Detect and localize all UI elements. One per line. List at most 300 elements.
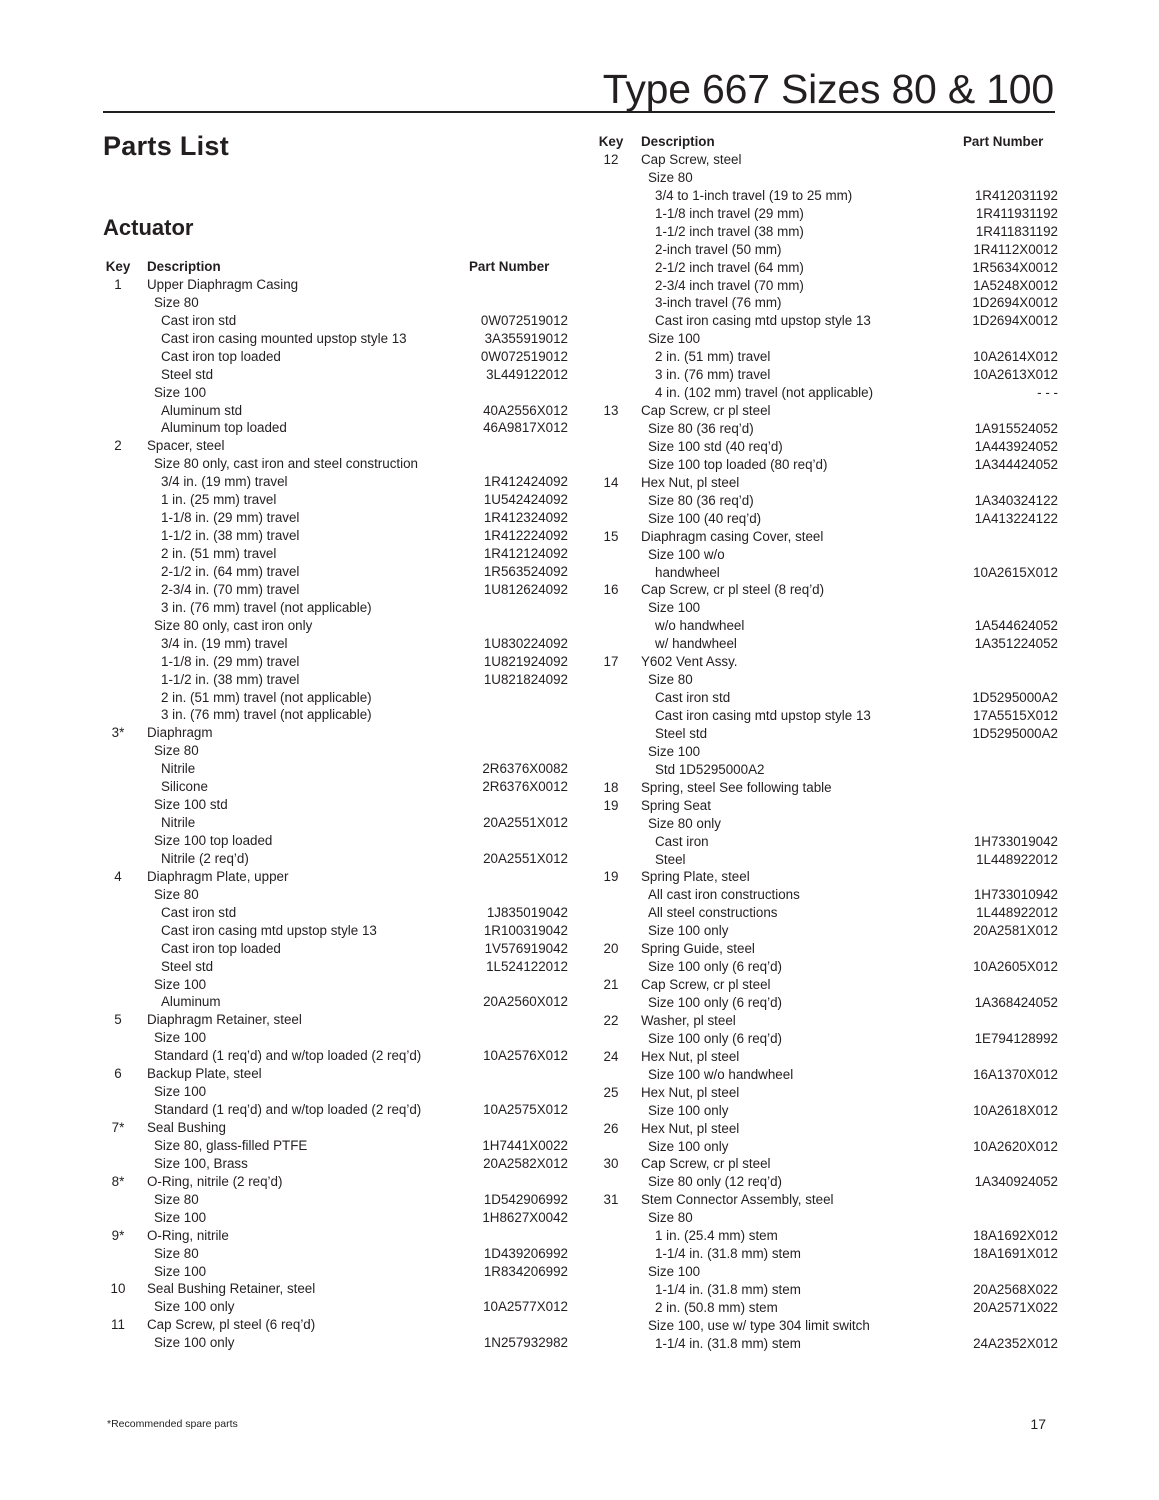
parts-row — [596, 169, 1058, 187]
part-key: 14 — [603, 474, 619, 490]
parts-row — [596, 617, 1058, 635]
part-number: 1H7441X0022 — [482, 1137, 568, 1153]
part-key: 16 — [603, 582, 619, 598]
part-number: 0W072519012 — [480, 312, 568, 328]
parts-row — [103, 599, 568, 617]
parts-row — [103, 276, 568, 294]
parts-row — [596, 402, 1058, 420]
part-number: 10A2575X012 — [483, 1102, 568, 1118]
parts-row — [103, 1083, 568, 1101]
parts-row — [596, 851, 1058, 869]
part-number: 10A2576X012 — [483, 1048, 568, 1064]
part-key: 18 — [603, 779, 619, 795]
part-number: 1N257932982 — [483, 1335, 568, 1351]
parts-row — [103, 1280, 568, 1298]
parts-row — [596, 492, 1058, 510]
parts-row — [596, 671, 1058, 689]
part-number: 1R100319042 — [483, 922, 568, 938]
part-description: Size 100, Brass — [154, 1155, 248, 1171]
parts-row — [103, 1155, 568, 1173]
parts-row — [103, 330, 568, 348]
part-number: 2R6376X0082 — [482, 761, 568, 777]
part-number: 20A2582X012 — [483, 1155, 568, 1171]
part-number: 1U830224092 — [483, 635, 568, 651]
part-description: Diaphragm — [147, 725, 213, 741]
parts-row — [596, 886, 1058, 904]
part-description: Aluminum — [161, 994, 221, 1010]
part-description: Size 100 only — [648, 923, 729, 939]
part-number: 1H733019042 — [973, 833, 1058, 849]
part-number: 10A2620X012 — [973, 1138, 1058, 1154]
part-key: 9* — [111, 1227, 125, 1243]
parts-row — [596, 294, 1058, 312]
part-key: 22 — [603, 1012, 619, 1028]
parts-row — [596, 599, 1058, 617]
part-description: Nitrile — [161, 761, 196, 777]
part-number: 40A2556X012 — [483, 402, 568, 418]
parts-row — [103, 993, 568, 1011]
parts-row — [103, 814, 568, 832]
part-key: 8* — [111, 1173, 125, 1189]
part-number: 1A344424052 — [974, 456, 1058, 472]
part-description: Nitrile (2 req’d) — [161, 850, 249, 866]
parts-row — [596, 330, 1058, 348]
part-number: 1A351224052 — [974, 636, 1058, 652]
parts-row — [103, 402, 568, 420]
parts-row — [596, 1209, 1058, 1227]
part-description: Size 100 std (40 req’d) — [648, 438, 783, 454]
part-key: 21 — [603, 977, 619, 993]
part-description: 2-1/2 inch travel (64 mm) — [655, 259, 804, 275]
parts-row — [103, 1191, 568, 1209]
part-number: 1A368424052 — [974, 995, 1058, 1010]
right-column-header — [596, 133, 1058, 151]
parts-row — [103, 1065, 568, 1083]
parts-row — [103, 1047, 568, 1065]
part-description: Diaphragm Plate, upper — [147, 868, 289, 884]
part-description: Cast iron — [655, 833, 709, 849]
part-number: 20A2571X022 — [973, 1299, 1058, 1315]
part-description: All steel constructions — [648, 905, 778, 921]
parts-row — [596, 922, 1058, 940]
parts-row — [103, 886, 568, 904]
parts-row — [103, 904, 568, 922]
part-description: Steel std — [161, 958, 214, 974]
part-number: 3A355919012 — [484, 330, 568, 346]
part-description: 2 in. (50.8 mm) stem — [655, 1299, 778, 1315]
part-description: Cast iron top loaded — [161, 940, 281, 956]
part-number: 10A2605X012 — [973, 959, 1058, 975]
part-number: 1R834206992 — [483, 1263, 568, 1279]
part-description: Aluminum std — [161, 402, 243, 418]
parts-row — [596, 1066, 1058, 1084]
parts-row — [103, 1245, 568, 1263]
part-key: 13 — [603, 403, 619, 419]
actuator-section-heading: Actuator — [103, 215, 194, 240]
part-key: 1 — [114, 276, 122, 292]
left-parts-column — [103, 258, 568, 1352]
part-number-header: Part Number — [469, 259, 550, 274]
parts-row — [596, 1299, 1058, 1317]
part-description: 1-1/4 in. (31.8 mm) stem — [655, 1246, 801, 1262]
part-description: Spring Plate, steel — [641, 869, 750, 885]
part-description: Size 100 top loaded (80 req’d) — [648, 456, 828, 472]
part-description: Cap Screw, cr pl steel — [641, 1156, 771, 1172]
part-description: Size 80 only — [648, 815, 721, 831]
part-number: 10A2614X012 — [973, 349, 1058, 365]
part-description: Size 100 only (6 req’d) — [648, 959, 782, 975]
parts-row — [103, 778, 568, 796]
part-description: handwheel — [655, 564, 720, 580]
part-number: 1L448922012 — [976, 851, 1058, 867]
parts-row — [596, 366, 1058, 384]
parts-row — [596, 833, 1058, 851]
part-number: 1U821924092 — [483, 653, 568, 669]
part-description: Size 100 only — [648, 1102, 729, 1118]
part-description: Size 80 — [154, 1245, 199, 1261]
part-description: 3/4 in. (19 mm) travel — [161, 635, 288, 651]
parts-row — [103, 617, 568, 635]
part-description: Size 80 only, cast iron and steel construction — [154, 456, 418, 472]
parts-row — [103, 348, 568, 366]
part-number: 1H8627X0042 — [482, 1209, 568, 1225]
part-number: 0W072519012 — [480, 348, 568, 364]
parts-row — [103, 1029, 568, 1047]
parts-row — [596, 653, 1058, 671]
part-description: Spring Guide, steel — [641, 941, 755, 957]
part-key: 19 — [603, 797, 619, 813]
part-description: Size 100 — [648, 600, 701, 616]
part-number: 16A1370X012 — [973, 1066, 1058, 1082]
parts-row — [596, 564, 1058, 582]
part-number: 24A2352X012 — [973, 1335, 1058, 1351]
part-number: 1R411931192 — [975, 205, 1058, 221]
parts-row — [596, 438, 1058, 456]
parts-row — [596, 1263, 1058, 1281]
part-description: Size 80 — [648, 672, 693, 688]
part-number: 1R563524092 — [483, 563, 568, 579]
parts-row — [103, 437, 568, 455]
part-key: 7* — [111, 1120, 125, 1135]
part-description: Cast iron casing mtd upstop style 13 — [161, 922, 377, 938]
part-description: Size 80 (36 req’d) — [648, 421, 754, 436]
parts-row — [103, 832, 568, 850]
parts-row — [596, 1317, 1058, 1335]
parts-row — [596, 1138, 1058, 1156]
part-description: Diaphragm casing Cover, steel — [641, 528, 824, 544]
part-description: 1-1/2 in. (38 mm) travel — [161, 671, 300, 687]
parts-row — [103, 653, 568, 671]
parts-row — [596, 223, 1058, 241]
parts-row — [596, 976, 1058, 994]
part-description: Hex Nut, pl steel — [641, 1120, 740, 1136]
parts-row — [103, 850, 568, 868]
part-description: Steel std — [655, 725, 708, 741]
part-description: Size 100 (40 req’d) — [648, 510, 762, 526]
parts-row — [596, 1335, 1058, 1353]
part-number: 1U542424092 — [483, 492, 568, 508]
part-description: All cast iron constructions — [648, 887, 800, 903]
part-description: Hex Nut, pl steel — [641, 474, 740, 490]
part-description: Size 100 only — [154, 1299, 235, 1315]
parts-row — [596, 797, 1058, 815]
part-key: 15 — [603, 528, 619, 544]
parts-row — [596, 1227, 1058, 1245]
page-number: 17 — [1030, 1416, 1046, 1432]
parts-row — [596, 456, 1058, 474]
part-description: Size 80, glass-filled PTFE — [154, 1137, 308, 1153]
parts-row — [596, 205, 1058, 223]
part-description: Size 100 — [154, 384, 207, 400]
part-description: Size 100 — [648, 743, 701, 759]
key-header: Key — [598, 134, 624, 149]
parts-row — [103, 473, 568, 491]
part-description: Spacer, steel — [147, 438, 225, 454]
part-description: Size 80 only, cast iron only — [154, 617, 313, 633]
parts-row — [103, 294, 568, 312]
part-number: 1A5248X0012 — [973, 277, 1058, 293]
part-description: Size 100 only (6 req’d) — [648, 995, 782, 1010]
part-description: Diaphragm Retainer, steel — [147, 1012, 302, 1028]
part-description: Hex Nut, pl steel — [641, 1084, 740, 1100]
part-description: Backup Plate, steel — [147, 1066, 262, 1082]
part-description: Nitrile — [161, 815, 196, 831]
parts-row — [596, 761, 1058, 779]
part-number: 18A1692X012 — [973, 1228, 1058, 1244]
part-description: Cap Screw, cr pl steel — [641, 403, 771, 419]
part-description: 3 in. (76 mm) travel (not applicable) — [161, 707, 372, 723]
part-key: 3* — [111, 725, 125, 741]
part-description: 2-3/4 in. (70 mm) travel — [161, 581, 300, 597]
parts-row — [596, 384, 1058, 402]
part-description: Size 100, use w/ type 304 limit switch — [648, 1317, 870, 1333]
part-description: Size 80 — [154, 1191, 199, 1207]
part-description: Seal Bushing — [147, 1120, 226, 1135]
parts-row — [596, 743, 1058, 761]
part-description: Stem Connector Assembly, steel — [641, 1192, 834, 1208]
part-description: Size 100 only — [154, 1335, 235, 1351]
parts-row — [103, 419, 568, 437]
parts-row — [103, 940, 568, 958]
part-description: Size 80 (36 req’d) — [648, 492, 754, 508]
part-number: 1A340324122 — [974, 492, 1058, 508]
part-number: 1R412124092 — [483, 546, 568, 561]
part-key: 11 — [111, 1317, 125, 1333]
part-number: 1D2694X0012 — [972, 313, 1058, 329]
part-key: 19 — [603, 869, 619, 885]
part-description: 1 in. (25.4 mm) stem — [655, 1228, 778, 1244]
parts-row — [103, 1316, 568, 1334]
parts-row — [596, 958, 1058, 976]
parts-row — [596, 277, 1058, 295]
key-header: Key — [105, 259, 131, 274]
parts-row — [596, 546, 1058, 564]
part-number: 1A915524052 — [974, 421, 1058, 436]
part-description: w/o handwheel — [655, 618, 745, 634]
parts-row — [103, 635, 568, 653]
part-description: Y602 Vent Assy. — [641, 654, 738, 670]
part-number: 20A2551X012 — [483, 850, 568, 866]
parts-row — [103, 868, 568, 886]
part-description: Standard (1 req’d) and w/top loaded (2 req’d) — [154, 1102, 422, 1118]
part-description: Upper Diaphragm Casing — [147, 276, 299, 292]
parts-row — [103, 1119, 568, 1137]
parts-row — [596, 779, 1058, 797]
parts-row — [103, 958, 568, 976]
part-number: 1E794128992 — [974, 1030, 1058, 1046]
part-number: 1D2694X0012 — [972, 295, 1058, 311]
part-description: Washer, pl steel — [641, 1012, 736, 1028]
part-key: 25 — [603, 1084, 619, 1100]
part-number: 2R6376X0012 — [482, 779, 568, 795]
part-description: Cast iron casing mounted upstop style 13 — [161, 330, 407, 346]
part-description: Steel — [655, 851, 686, 867]
part-description: Hex Nut, pl steel — [641, 1048, 740, 1064]
part-key: 2 — [114, 438, 122, 454]
parts-row — [596, 815, 1058, 833]
part-description: Size 100 — [154, 1030, 207, 1046]
part-key: 4 — [114, 868, 122, 884]
parts-row — [103, 1137, 568, 1155]
part-number: 46A9817X012 — [483, 420, 568, 436]
part-description: Size 100 std — [154, 797, 228, 813]
part-number: 10A2618X012 — [973, 1102, 1058, 1118]
part-number: 1R4112X0012 — [973, 241, 1058, 257]
parts-row — [103, 366, 568, 384]
part-number: 10A2613X012 — [973, 367, 1058, 383]
parts-row — [596, 635, 1058, 653]
parts-row — [103, 1263, 568, 1281]
parts-row — [103, 760, 568, 778]
parts-row — [596, 420, 1058, 438]
part-number: 1R411831192 — [975, 223, 1058, 239]
part-description: Cap Screw, steel — [641, 151, 742, 167]
parts-row — [103, 706, 568, 724]
part-description: Size 80 — [154, 743, 199, 759]
part-description: 1-1/8 inch travel (29 mm) — [655, 205, 804, 221]
part-description: Size 100 only (6 req’d) — [648, 1030, 782, 1046]
part-description: Cast iron std — [161, 312, 237, 328]
part-number: 1A413224122 — [974, 510, 1058, 526]
part-description: Cap Screw, cr pl steel (8 req’d) — [641, 582, 825, 598]
part-description: 2-inch travel (50 mm) — [655, 241, 782, 257]
part-description: Size 80 — [154, 886, 199, 902]
parts-row — [103, 724, 568, 742]
parts-row — [103, 491, 568, 509]
part-number: 1A340924052 — [974, 1174, 1058, 1190]
part-description: Steel std — [161, 366, 214, 382]
parts-row — [103, 689, 568, 707]
parts-row — [103, 922, 568, 940]
part-number: 20A2568X022 — [973, 1282, 1058, 1297]
part-description: 3 in. (76 mm) travel (not applicable) — [161, 599, 372, 615]
part-description: Aluminum top loaded — [161, 420, 287, 436]
parts-row — [596, 528, 1058, 546]
parts-row — [596, 510, 1058, 528]
parts-list-heading: Parts List — [103, 131, 230, 161]
parts-row — [596, 1155, 1058, 1173]
part-number: 1D439206992 — [483, 1245, 568, 1261]
part-description: 2 in. (51 mm) travel — [655, 349, 771, 365]
part-number: 18A1691X012 — [973, 1246, 1058, 1262]
part-number: 1R412031192 — [974, 187, 1058, 203]
right-rows — [596, 151, 1058, 1353]
description-header: Description — [641, 134, 715, 149]
part-description: Size 100 — [154, 976, 207, 992]
parts-row — [596, 259, 1058, 277]
part-description: Size 100 top loaded — [154, 833, 273, 848]
part-description: Spring Seat — [641, 797, 711, 813]
part-description: Size 100 only — [648, 1138, 729, 1154]
part-description: 3 in. (76 mm) travel — [655, 367, 771, 383]
part-number: 1V576919042 — [484, 940, 568, 956]
part-number: 1R412424092 — [483, 474, 568, 490]
part-description: Seal Bushing Retainer, steel — [147, 1281, 316, 1297]
part-description: Size 100 w/o — [648, 546, 725, 562]
part-description: 1 in. (25 mm) travel — [161, 492, 277, 508]
part-description: 3/4 to 1-inch travel (19 to 25 mm) — [655, 187, 853, 203]
part-description: Standard (1 req’d) and w/top loaded (2 req’d) — [154, 1048, 422, 1064]
parts-row — [103, 742, 568, 760]
part-description: Cast iron std — [655, 690, 731, 706]
part-description: O-Ring, nitrile — [147, 1227, 229, 1243]
part-number: 1A443924052 — [974, 438, 1058, 454]
parts-row — [596, 1048, 1058, 1066]
part-description: Size 100 w/o handwheel — [648, 1066, 794, 1082]
part-number: - - - — [1037, 385, 1058, 401]
part-description: Cap Screw, pl steel (6 req’d) — [147, 1317, 316, 1333]
part-key: 31 — [603, 1192, 619, 1208]
part-number: 1D5295000A2 — [972, 725, 1058, 741]
part-description: 2-3/4 inch travel (70 mm) — [655, 277, 804, 293]
parts-row — [596, 904, 1058, 922]
part-number: 1H733010942 — [973, 887, 1058, 903]
part-number: 1J835019042 — [486, 904, 568, 920]
part-number: 1U821824092 — [483, 671, 568, 687]
part-description: Size 80 — [648, 169, 693, 185]
part-description: Size 80 — [154, 294, 199, 310]
parts-row — [596, 994, 1058, 1012]
parts-row — [103, 581, 568, 599]
parts-row — [596, 187, 1058, 205]
part-number: 1A544624052 — [974, 618, 1058, 634]
part-number: 1R412224092 — [483, 528, 568, 544]
part-description: 1-1/4 in. (31.8 mm) stem — [655, 1335, 801, 1351]
parts-row — [103, 1298, 568, 1316]
part-number: 1D542906992 — [483, 1191, 568, 1207]
part-description: 1-1/2 inch travel (38 mm) — [655, 223, 804, 239]
part-number: 3L449122012 — [486, 366, 568, 382]
part-description: Size 100 — [154, 1209, 207, 1225]
parts-row — [596, 241, 1058, 259]
footnote: *Recommended spare parts — [107, 1418, 238, 1430]
part-description: Size 100 — [648, 331, 701, 347]
part-description: 1-1/8 in. (29 mm) travel — [161, 510, 300, 526]
parts-row — [103, 563, 568, 581]
part-description: 3-inch travel (76 mm) — [655, 295, 782, 311]
parts-row — [596, 1191, 1058, 1209]
part-key: 20 — [603, 941, 619, 957]
part-number: 20A2581X012 — [973, 923, 1058, 939]
parts-row — [103, 455, 568, 473]
part-key: 17 — [603, 654, 619, 670]
part-number: 1R5634X0012 — [972, 259, 1058, 275]
parts-row — [596, 940, 1058, 958]
part-key: 12 — [603, 151, 619, 167]
part-description: w/ handwheel — [655, 636, 737, 652]
part-description: Size 100 — [648, 1264, 701, 1280]
part-description: Silicone — [161, 779, 208, 795]
